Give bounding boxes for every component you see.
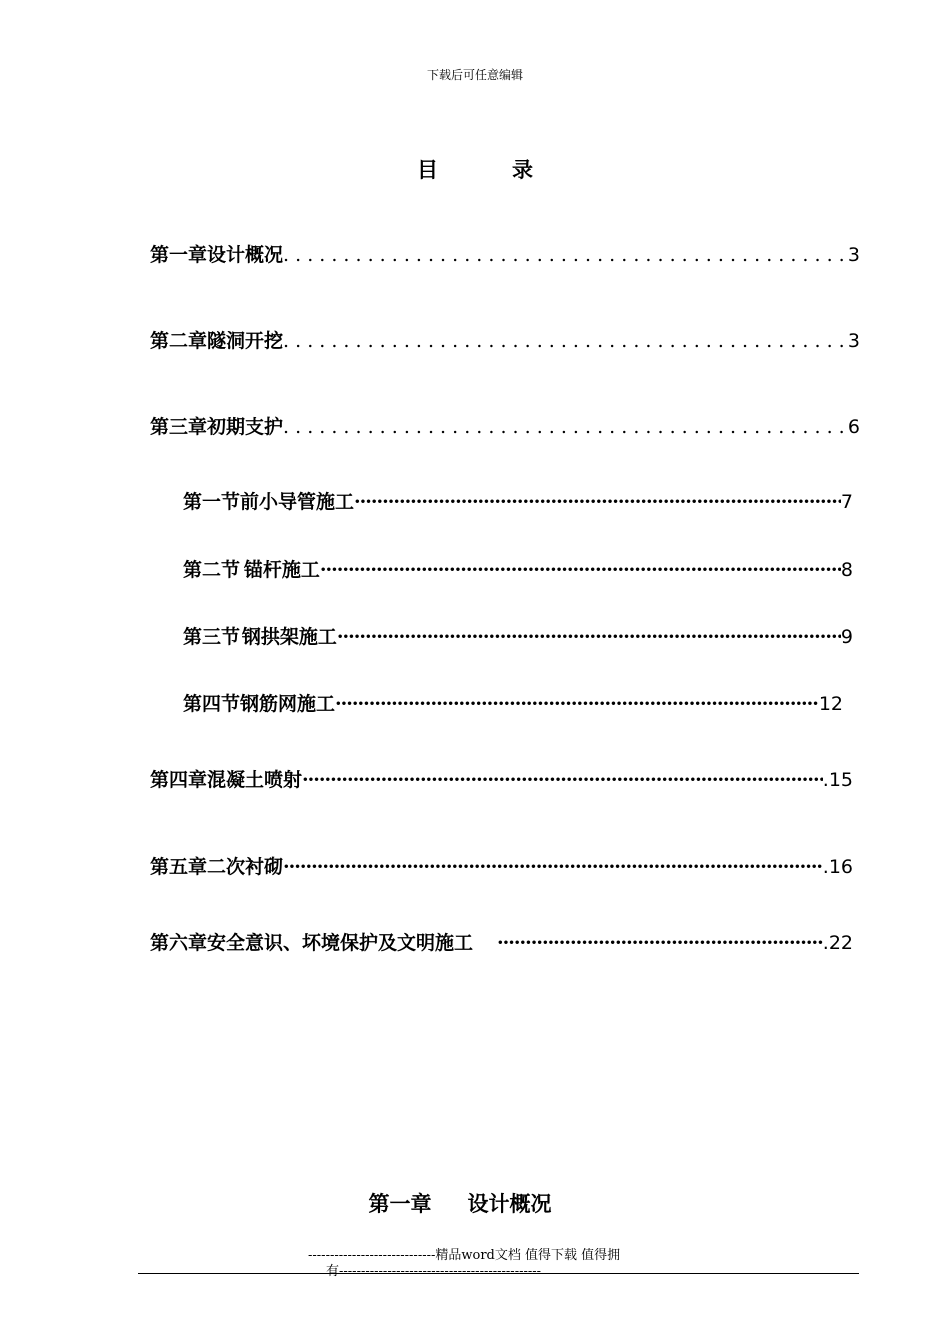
toc-entry-page: 3 xyxy=(847,244,860,266)
toc-entry-page: 6 xyxy=(847,416,860,438)
toc-entry-page: 7 xyxy=(840,491,853,513)
toc-entry-label: 第一节 xyxy=(183,491,241,513)
footer-text-line1: -----------------------------精品word文档 值得下载 值得拥 xyxy=(308,1248,621,1263)
page-header: 下载后可任意编辑 xyxy=(426,68,523,82)
toc-entry-label: 第三章 xyxy=(150,416,208,438)
toc-leader xyxy=(283,244,848,266)
toc-entry-title: 钢筋网施工 xyxy=(240,693,336,715)
toc-entry-page: .16 xyxy=(822,856,853,878)
toc-entry-title: 设计概况 xyxy=(207,244,284,266)
toc-entry-title: 安全意识、坏境保护及文明施工 xyxy=(207,932,474,954)
toc-leader xyxy=(335,693,819,715)
toc-leader xyxy=(283,856,823,878)
toc-entry[interactable] xyxy=(150,326,860,353)
toc-entry-label: 第四章 xyxy=(150,769,208,791)
toc-entry-page: .22 xyxy=(822,932,853,954)
toc-entry[interactable] xyxy=(183,689,843,716)
toc-entry-title: 初期支护 xyxy=(207,416,284,438)
toc-entry-label: 第二节 xyxy=(183,559,241,581)
toc-title xyxy=(0,154,950,184)
toc-leader xyxy=(354,491,841,513)
toc-leader xyxy=(337,626,841,648)
toc-entry-label: 第六章 xyxy=(150,932,208,954)
toc-entry-title: 混凝土喷射 xyxy=(207,769,303,791)
toc-entry[interactable] xyxy=(150,928,853,955)
toc-entry-page: 3 xyxy=(847,330,860,352)
toc-entry-page: 12 xyxy=(818,693,843,715)
toc-entry-title: 前小导管施工 xyxy=(240,491,355,513)
toc-entry-page: .15 xyxy=(822,769,853,791)
toc-entry[interactable] xyxy=(150,852,853,879)
toc-entry-label: 第二章 xyxy=(150,330,208,352)
toc-entry-page: 9 xyxy=(840,626,853,648)
toc-entry-title: 钢拱架施工 xyxy=(241,626,337,648)
toc-entry-label: 第一章 xyxy=(150,244,208,266)
toc-leader xyxy=(283,416,848,438)
toc-leader xyxy=(497,932,823,954)
toc-entry[interactable] xyxy=(150,412,860,439)
footer-text-line2: 有---------------------------------------------- xyxy=(326,1264,542,1279)
toc-entry-label: 第四节 xyxy=(183,693,241,715)
toc-entry-title: 二次衬砌 xyxy=(207,856,284,878)
toc-entry[interactable] xyxy=(183,487,853,514)
toc-entry[interactable] xyxy=(183,555,853,582)
toc-title-right: 录 xyxy=(512,157,533,182)
toc-entry-title: 锚杆施工 xyxy=(243,559,320,581)
toc-entry-page: 8 xyxy=(840,559,853,581)
chapter-heading xyxy=(0,1188,920,1218)
footer-divider xyxy=(138,1273,859,1274)
toc-entry[interactable] xyxy=(183,622,853,649)
chapter-heading-title: 设计概况 xyxy=(467,1191,552,1216)
toc-entry-label: 第五章 xyxy=(150,856,208,878)
chapter-heading-label: 第一章 xyxy=(368,1191,432,1216)
toc-entry-title: 隧洞开挖 xyxy=(207,330,284,352)
toc-entry[interactable] xyxy=(150,765,853,792)
toc-entry[interactable] xyxy=(150,240,860,267)
toc-leader xyxy=(283,330,848,352)
toc-title-left: 目 xyxy=(417,157,438,182)
toc-leader xyxy=(320,559,841,581)
toc-entry-label: 第三节 xyxy=(183,626,241,648)
toc-leader xyxy=(302,769,823,791)
